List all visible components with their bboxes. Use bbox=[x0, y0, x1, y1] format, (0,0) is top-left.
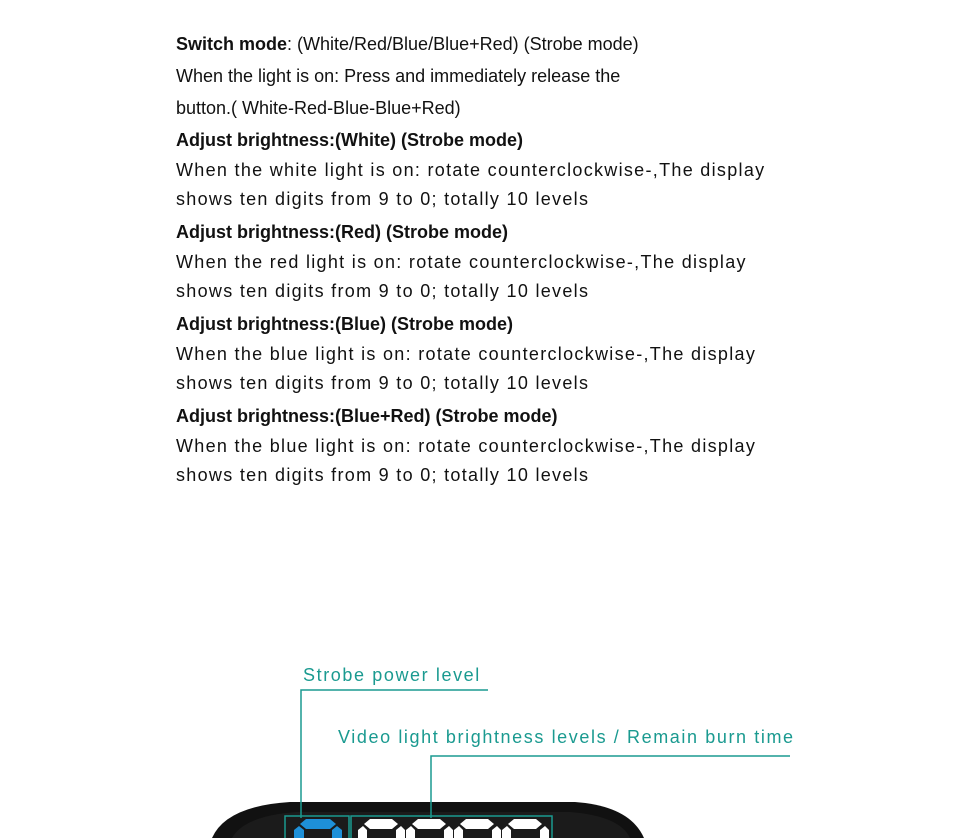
strobe-digit-segment bbox=[300, 819, 336, 829]
switch-mode-text-1: When the light is on: Press and immediately release the bbox=[176, 66, 621, 86]
section-text-line: When the red light is on: rotate counterclockwise-,The display bbox=[176, 252, 747, 272]
instructions-document bbox=[176, 28, 816, 490]
section-heading-blue-red: Adjust brightness:(Blue+Red) (Strobe mode) bbox=[176, 406, 558, 426]
section-heading-red: Adjust brightness:(Red) (Strobe mode) bbox=[176, 222, 508, 242]
switch-mode-heading: Switch mode bbox=[176, 34, 288, 54]
section-text-line: shows ten digits from 9 to 0; totally 10 levels bbox=[176, 465, 590, 485]
section-text-line: shows ten digits from 9 to 0; totally 10 levels bbox=[176, 373, 590, 393]
display-diagram bbox=[0, 640, 956, 838]
switch-mode-options: : (White/Red/Blue/Blue+Red) (Strobe mode) bbox=[287, 34, 639, 54]
section-text-blue-red bbox=[176, 432, 816, 490]
switch-mode-line bbox=[176, 28, 816, 60]
strobe-power-level-label: Strobe power level bbox=[303, 665, 481, 685]
video-brightness-label: Video light brightness levels / Remain burn time bbox=[338, 727, 795, 747]
strobe-callout-line bbox=[301, 690, 488, 818]
switch-mode-text-2: button.( White-Red-Blue-Blue+Red) bbox=[176, 98, 461, 118]
section-text-line: shows ten digits from 9 to 0; totally 10 levels bbox=[176, 281, 590, 301]
section-text-red bbox=[176, 248, 816, 306]
section-text-blue bbox=[176, 340, 816, 398]
section-text-line: When the blue light is on: rotate counterclockwise-,The display bbox=[176, 344, 757, 364]
section-text-line: shows ten digits from 9 to 0; totally 10 levels bbox=[176, 189, 590, 209]
section-heading-blue: Adjust brightness:(Blue) (Strobe mode) bbox=[176, 314, 513, 334]
section-text-line: When the blue light is on: rotate counterclockwise-,The display bbox=[176, 436, 757, 456]
section-text-white bbox=[176, 156, 816, 214]
section-heading-white: Adjust brightness:(White) (Strobe mode) bbox=[176, 130, 523, 150]
section-text-line: When the white light is on: rotate counterclockwise-,The display bbox=[176, 160, 766, 180]
